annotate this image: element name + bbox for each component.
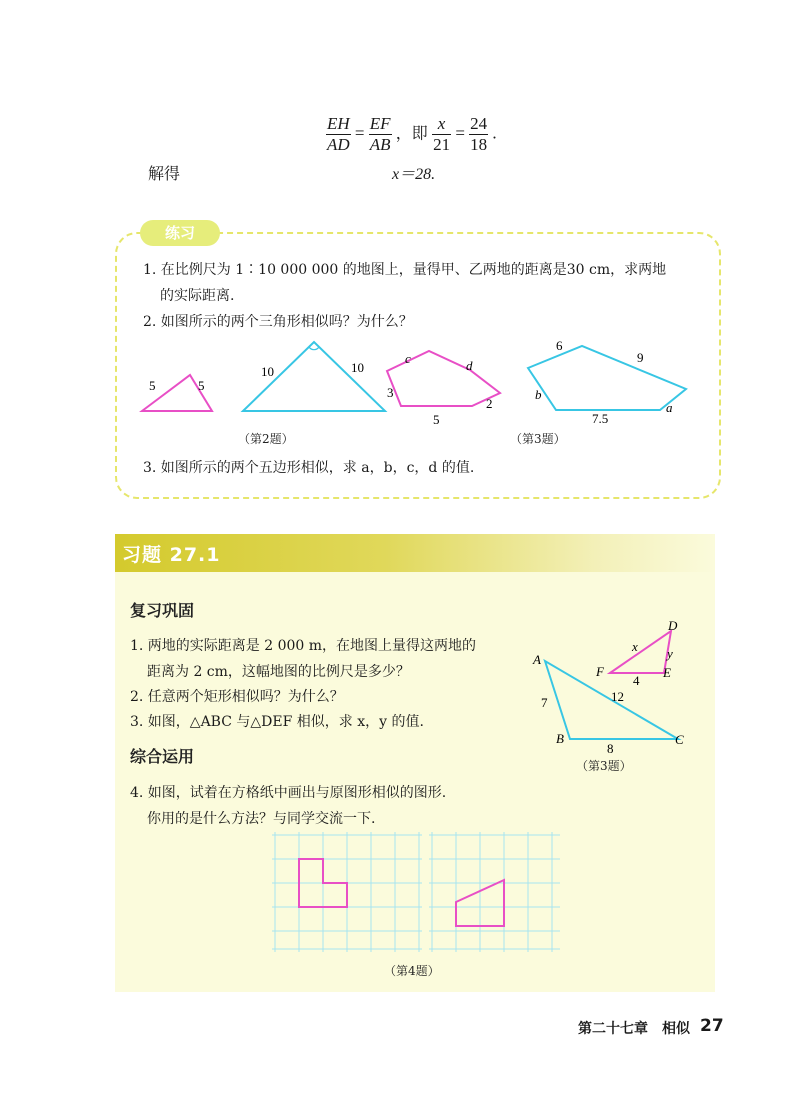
- vertex-d-label: D: [668, 618, 678, 633]
- solve-label: 解得: [148, 164, 181, 183]
- side-12-label: 12: [611, 689, 624, 704]
- vertex-c-label: C: [675, 732, 684, 747]
- practice-fig2-caption: （第2题）: [238, 432, 294, 446]
- page-number: 27: [700, 1016, 724, 1036]
- big-pent-6-label: 6: [556, 338, 563, 353]
- practice-fig3-caption: （第3题）: [510, 432, 566, 446]
- frac-den: AB: [369, 135, 391, 154]
- side-x-label: x: [632, 639, 638, 654]
- small-pent-5-label: 5: [433, 412, 440, 427]
- vertex-a-label: A: [533, 652, 541, 667]
- practice-q1-line2: 的实际距离.: [160, 288, 235, 304]
- big-tri-left-label: 10: [261, 364, 274, 379]
- vertex-f-label: F: [596, 664, 604, 679]
- practice-figures: [115, 330, 717, 430]
- period: .: [492, 123, 497, 143]
- review-heading: 复习巩固: [130, 601, 195, 620]
- synthesis-heading: 综合运用: [130, 747, 195, 766]
- small-tri-right-label: 5: [198, 378, 205, 393]
- equals-sign: =: [455, 123, 465, 143]
- practice-q3: 3. 如图所示的两个五边形相似，求 a，b，c，d 的值.: [143, 460, 475, 476]
- practice-tag: 练习: [140, 220, 220, 246]
- big-pent-a-label: a: [666, 400, 673, 415]
- right-angle-mark: [309, 347, 319, 350]
- big-pent-b-label: b: [535, 387, 542, 402]
- side-7-label: 7: [541, 695, 548, 710]
- big-pentagon: [528, 346, 686, 410]
- small-pent-3-label: 3: [387, 385, 394, 400]
- solution-text: x＝28.: [392, 166, 436, 183]
- grid-right: [429, 832, 560, 952]
- review-q1-line2: 距离为 2 cm，这幅地图的比例尺是多少？: [147, 664, 410, 680]
- frac-num: 24: [470, 114, 488, 133]
- review-q1-line1: 1. 两地的实际距离是 2 000 m，在地图上量得这两地的: [130, 638, 477, 654]
- exercise-fig3-caption: （第3题）: [576, 759, 632, 773]
- vertex-b-label: B: [556, 731, 564, 746]
- synthesis-q4-line1: 4. 如图，试着在方格纸中画出与原图形相似的图形.: [130, 785, 447, 801]
- fraction-x-21: [432, 114, 451, 155]
- frac-num: EH: [327, 114, 350, 133]
- small-pent-2-label: 2: [486, 396, 493, 411]
- exercise-fig4-caption: （第4题）: [384, 964, 440, 978]
- fraction-24-18: [469, 114, 488, 155]
- vertex-e-label: E: [663, 665, 671, 680]
- frac-num: x: [432, 114, 451, 135]
- side-8-label: 8: [607, 741, 614, 756]
- side-4-label: 4: [633, 673, 640, 688]
- exercise-fig3-triangles: [525, 615, 715, 780]
- frac-den: AD: [327, 135, 350, 154]
- small-pent-c-label: c: [405, 351, 411, 366]
- frac-den: 21: [433, 135, 451, 154]
- big-pent-9-label: 9: [637, 350, 644, 365]
- footer-chapter: 第二十七章 相似: [578, 1021, 690, 1037]
- big-pent-75-label: 7.5: [592, 411, 609, 426]
- triangle-def: [610, 631, 671, 673]
- fraction-ef-ab: [369, 114, 392, 155]
- proportion-equation: [326, 114, 497, 155]
- fraction-eh-ad: [326, 114, 351, 155]
- small-pentagon: [387, 351, 500, 406]
- big-tri-right-label: 10: [351, 360, 364, 375]
- equals-sign: =: [354, 123, 365, 143]
- side-y-label: y: [667, 646, 673, 661]
- exercise-fig4-grids: [270, 830, 570, 955]
- practice-q2: 2. 如图所示的两个三角形相似吗？为什么？: [143, 314, 413, 330]
- frac-den: 18: [470, 135, 488, 154]
- connector-text: ，即: [395, 123, 428, 143]
- small-tri-left-label: 5: [149, 378, 156, 393]
- exercise-title: 习题 27.1: [122, 544, 221, 566]
- practice-q1-line1: 1. 在比例尺为 1∶10 000 000 的地图上，量得甲、乙两地的距离是30 cm，求两地: [143, 262, 667, 278]
- review-q2: 2. 任意两个矩形相似吗？为什么？: [130, 689, 344, 705]
- small-pent-d-label: d: [466, 358, 473, 373]
- frac-num: EF: [369, 114, 391, 133]
- synthesis-q4-line2: 你用的是什么方法？与同学交流一下.: [147, 811, 376, 827]
- review-q3: 3. 如图，△ABC 与△DEF 相似，求 x，y 的值.: [130, 714, 424, 730]
